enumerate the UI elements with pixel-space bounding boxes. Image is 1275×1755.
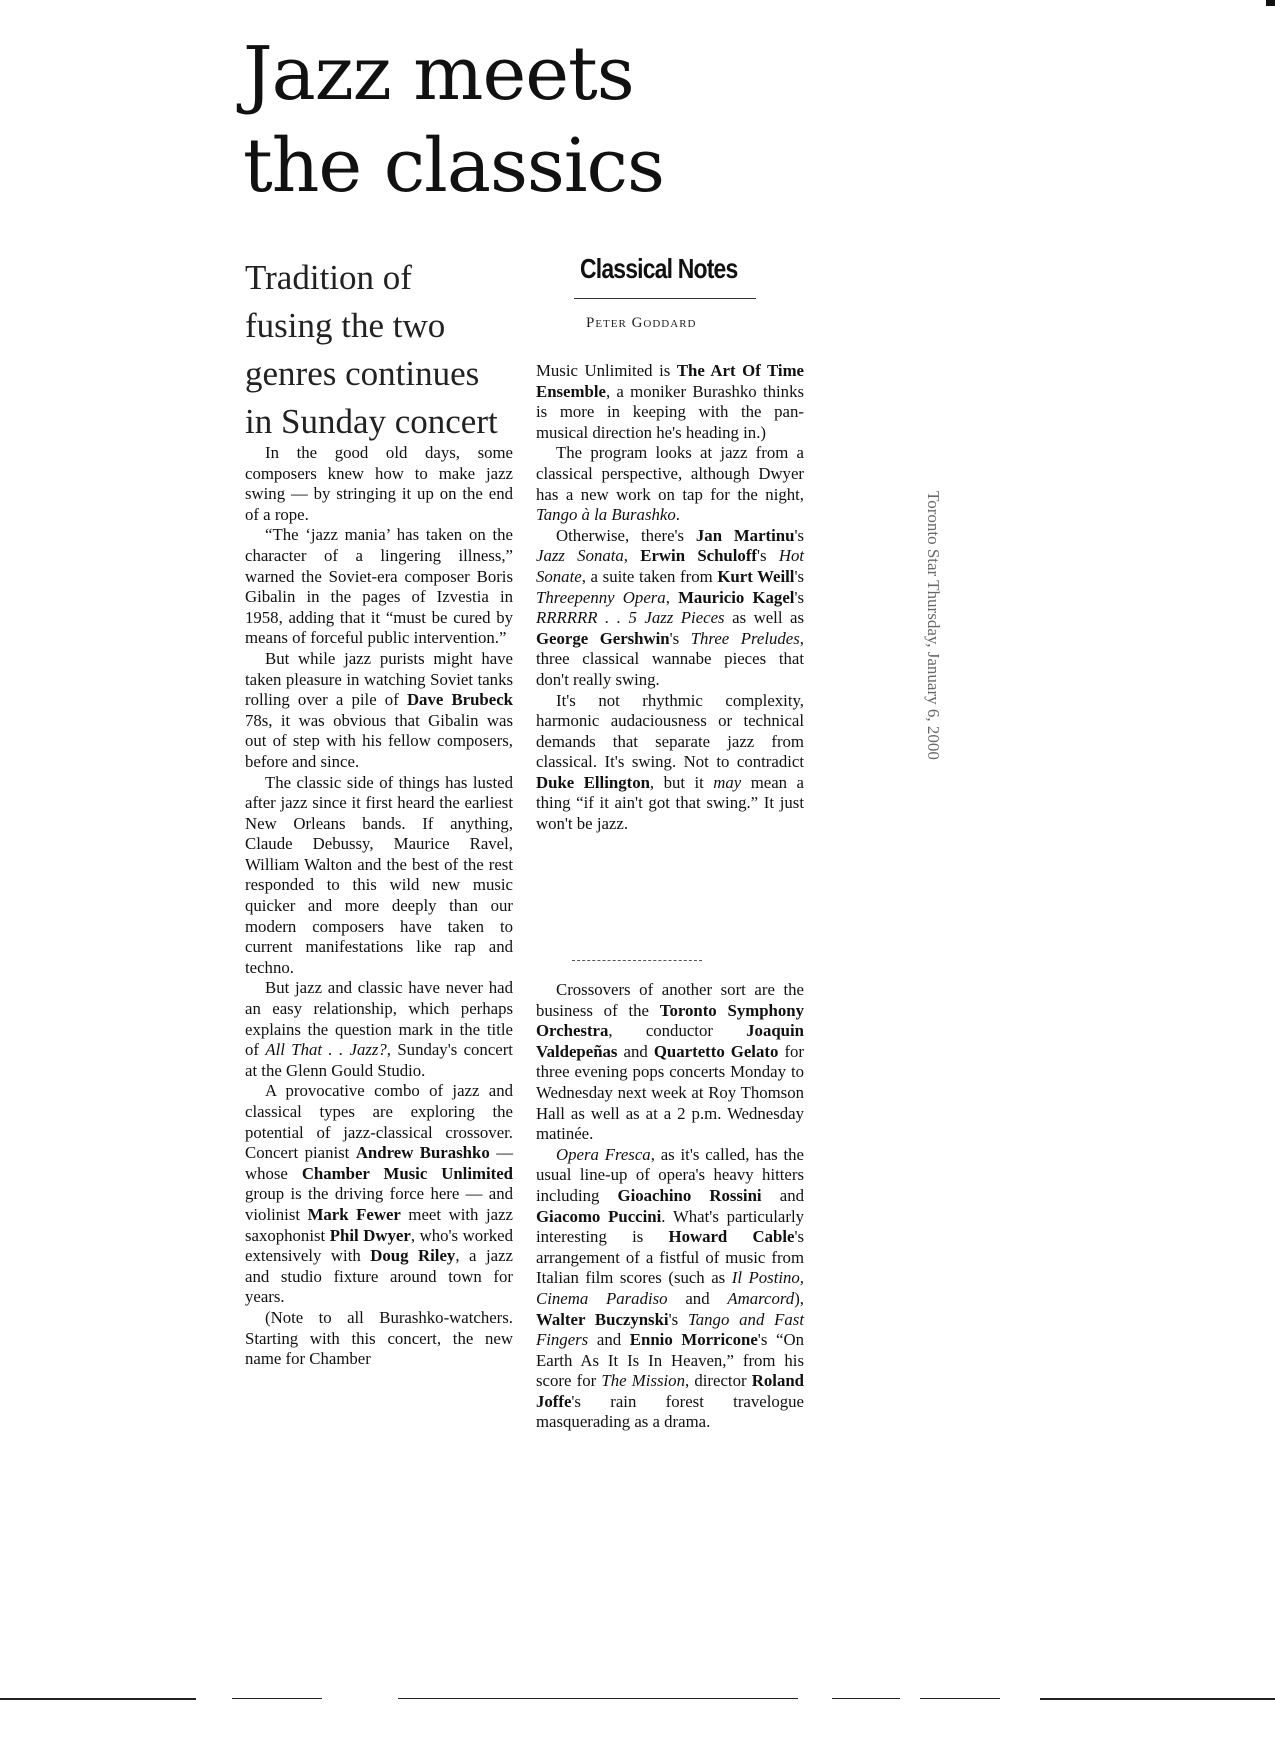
paragraph: But while jazz purists might have taken pleasure in watching Soviet tanks rolling over a pile of Dave Brubeck 78s, it was obvious that Gibalin was out of step with his fellow composers, before and since. [245,648,513,771]
section-divider [572,960,702,961]
paragraph: “The ‘jazz mania’ has taken on the character of a lingering illness,” warned the Soviet-era composer Boris Gibalin in the pages of Izvestia in 1958, adding that it “must be cured by means of forceful public intervention.” [245,525,513,648]
scan-edge-line [832,1698,900,1699]
scan-edge-line [232,1698,322,1699]
scan-edge-line [398,1698,798,1699]
headline [243,28,843,212]
paragraph: Music Unlimited is The Art Of Time Ensemble, a moniker Burashko thinks is more in keeping with the pan-musical direction he's heading in.) [536,361,804,442]
article-column-2 [536,361,804,835]
column-title: Classical Notes [580,253,738,284]
source-stamp: Toronto Star Thursday, January 6, 2000 [924,491,943,760]
paragraph: It's not rhythmic complexity, harmonic audaciousness or technical demands that separate jazz from classical. It's swing. Not to contradict Duke Ellington, but it may mean a thing “if it ain't got that swing.” It just won't be jazz. [536,690,804,834]
paragraph: In the good old days, some composers knew how to make jazz swing — by stringing it up on the end of a rope. [245,443,513,524]
headline-line-1: Jazz meets [243,31,634,117]
paragraph: The program looks at jazz from a classical perspective, although Dwyer has a new work on tap for the night, Tango à la Burashko. [536,443,804,525]
paragraph: But jazz and classic have never had an easy relationship, which perhaps explains the question mark in the title of All That . . Jazz?, Sunday's concert at the Glenn Gould Studio. [245,978,513,1080]
paragraph: Otherwise, there's Jan Martinu's Jazz Sonata, Erwin Schuloff's Hot Sonate, a suite taken from Kurt Weill's Threepenny Opera, Mauricio Kagel's RRRRRR . . 5 Jazz Pieces as well as George Gershwin's Three Preludes, three classical wannabe pieces that don't really swing. [536,525,805,689]
paragraph: Opera Fresca, as it's called, has the usual line-up of opera's heavy hitters including Gioachino Rossini and Giacomo Puccini. What's particularly interesting is Howard Cable's arrangement of a fistful of music from Italian film scores (such as Il Postino, Cinema Paradiso and Amarcord), Walter Buczynski's Tango and Fast Fingers and Ennio Morricone's “On Earth As It Is In Heaven,” from his score for The Mission, director Roland Joffe's rain forest travelogue masquerading as a drama. [536,1144,805,1432]
paragraph: (Note to all Burashko-watchers. Starting with this concert, the new name for Chamber [245,1307,513,1369]
column-title-rule [574,298,756,299]
scan-corner-mark [1266,0,1275,6]
paragraph: A provocative combo of jazz and classical types are exploring the potential of jazz-classical crossover. Concert pianist Andrew Burashko — whose Chamber Music Unlimited group is the driving force here — and violinist Mark Fewer meet with jazz saxophonist Phil Dwyer, who's worked extensively with Doug Riley, a jazz and studio fixture around town for years. [245,1081,514,1307]
deck-line-2: fusing the two [245,306,446,345]
paragraph: The classic side of things has lusted after jazz since it first heard the earliest New Orleans bands. If anything, Claude Debussy, Maurice Ravel, William Walton and the best of the rest responded to this wild new music quicker and more deeply than our modern composers have taken to current manifestations like rap and techno. [245,772,513,977]
article-column-1 [245,443,513,1370]
deck-line-1: Tradition of [245,258,412,297]
deck-line-4: in Sunday concert [245,402,498,441]
scan-edge-line [1040,1698,1275,1700]
deck-line-3: genres continues [245,354,480,393]
paragraph: Crossovers of another sort are the business of the Toronto Symphony Orchestra, conductor Joaquin Valdepeñas and Quartetto Gelato for three evening pops concerts Monday to Wednesday next week at Roy Thomson Hall as well as at a 2 p.m. Wednesday matinée. [536,980,805,1144]
scan-edge-line [920,1698,1000,1699]
subheadline [245,254,545,446]
byline: Peter Goddard [586,315,697,331]
headline-line-2: the classics [243,123,664,209]
scan-edge-line [0,1698,196,1700]
article-column-2-lower [536,980,804,1433]
